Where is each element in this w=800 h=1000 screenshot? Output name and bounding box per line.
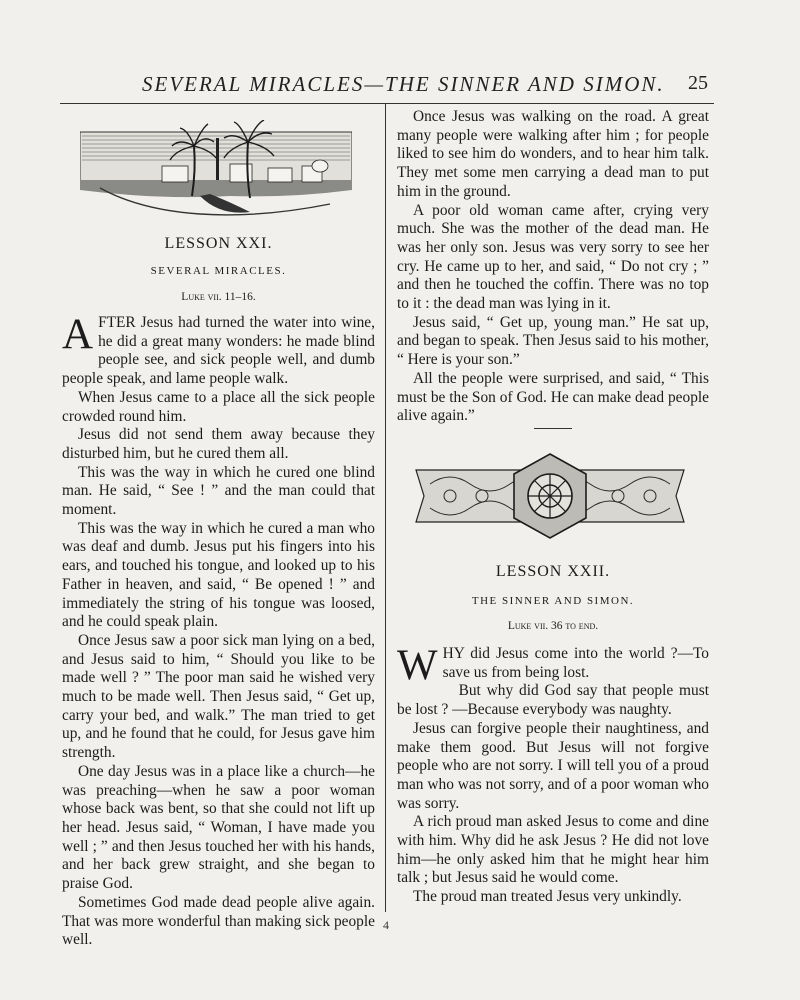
lesson-22-reference: Luke vii. 36 to end. — [507, 620, 599, 632]
lesson-21-paragraph: Once Jesus was walking on the road. A great many people were walking after him ; for people liked to see him do wonders, and to hear him talk. They met some men carrying a dead man to put him in the ground. — [397, 108, 709, 200]
lesson-21-paragraph: This was the way in which he cured a man who was deaf and dumb. Jesus put his fingers into his ears, and touched his tongue, and looked up to his Father in heaven, and said, “ Be opened ! ” and immediately the string of his tongue was loosed, and he could speak plain. — [62, 519, 375, 631]
running-title: SEVERAL MIRACLES—THE SINNER AND SIMON. — [142, 72, 665, 96]
lesson-21-paragraph: AFTER Jesus had turned the water into wine, he did a great many wonders: he made blind people see, and sick people well, and dumb people speak, and lame people walk. — [62, 311, 375, 388]
section-rule — [534, 428, 572, 429]
drop-cap: W — [397, 642, 438, 689]
lesson-22-paragraph: WHY did Jesus come into the world ?—To save us from being lost. — [397, 642, 709, 689]
lesson-22-paragraph: Jesus can forgive people their naughtiness, and make them good. But Jesus will not forgive people who are not sorry. I will tell you of a proud man who was not sorry, and of a poor woman who was sorry. — [397, 719, 709, 812]
village-illustration — [80, 120, 352, 225]
folio-number: 4 — [383, 918, 389, 932]
lesson-21-reference: Luke vii. 11–16. — [181, 291, 256, 303]
header-rule — [60, 103, 714, 104]
lesson-21-title: LESSON XXI. — [164, 235, 273, 252]
running-head — [60, 72, 714, 104]
lesson-22-paragraph: But why did God say that people must be lost ? —Because everybody was naughty. — [397, 682, 709, 719]
lesson-22-paragraph: The proud man treated Jesus very unkindly. — [413, 888, 682, 906]
right-column — [397, 108, 709, 426]
left-column — [62, 311, 375, 950]
lesson-21-paragraph: Jesus did not send them away because they disturbed him, but he cured them all. — [62, 426, 375, 462]
lesson-22-title: LESSON XXII. — [495, 563, 611, 580]
lesson-21-paragraph: All the people were surprised, and said, “ This must be the Son of God. He can make dead people alive again.” — [397, 369, 709, 425]
ornament-illustration — [410, 450, 690, 542]
lesson-21-paragraph: A poor old woman came after, crying very much. She was the mother of the dead man. He was her only son. Jesus was very sorry to see her cry. He came up to her, and said, “ Do not cry ; ” and then he touched the coffin. There was no top to it : the dead man was lying in it. — [397, 201, 709, 313]
right-column-lesson-22 — [397, 642, 709, 907]
lesson-21-paragraph: When Jesus came to a place all the sick people crowded round him. — [62, 388, 375, 425]
column-divider — [385, 104, 386, 912]
lesson-21-subtitle: SEVERAL MIRACLES. — [150, 265, 287, 277]
lesson-21-paragraph: One day Jesus was in a place like a church—he was preaching—when he saw a poor woman whose back was bent, so that she could not lift up her head. Jesus said, “ Woman, I have made you well ; ” and then Jesus touched her with his hands, and her back grew straight, and she began to praise God. — [62, 762, 375, 893]
lesson-22-paragraph: A rich proud man asked Jesus to come and dine with him. Why did he ask Jesus ? He did not love him—he only asked him that he might hear him talk ; but Jesus said he would come. — [397, 813, 709, 887]
lesson-21-paragraph: This was the way in which he cured one blind man. He said, “ See ! ” and the man could that moment. — [62, 463, 375, 519]
page-number: 25 — [688, 72, 708, 94]
lesson-21-paragraph: Sometimes God made dead people alive again. That was more wonderful than making sick people well. — [62, 893, 375, 949]
lesson-21-paragraph: Once Jesus saw a poor sick man lying on a bed, and Jesus said to him, “ Should you like to be made well ? ” The poor man said he wished very much to be made well. Then Jesus said, “ Get up, carry your bed, and walk.” The man tried to get up, and he found that he could, for Jesus gave him strength. — [62, 631, 375, 762]
drop-cap: A — [62, 311, 94, 358]
lesson-21-paragraph: Jesus said, “ Get up, young man.” He sat up, and began to speak. Then Jesus said to his mother, “ Here is your son.” — [397, 313, 709, 369]
lesson-22-subtitle: THE SINNER AND SIMON. — [471, 595, 635, 607]
